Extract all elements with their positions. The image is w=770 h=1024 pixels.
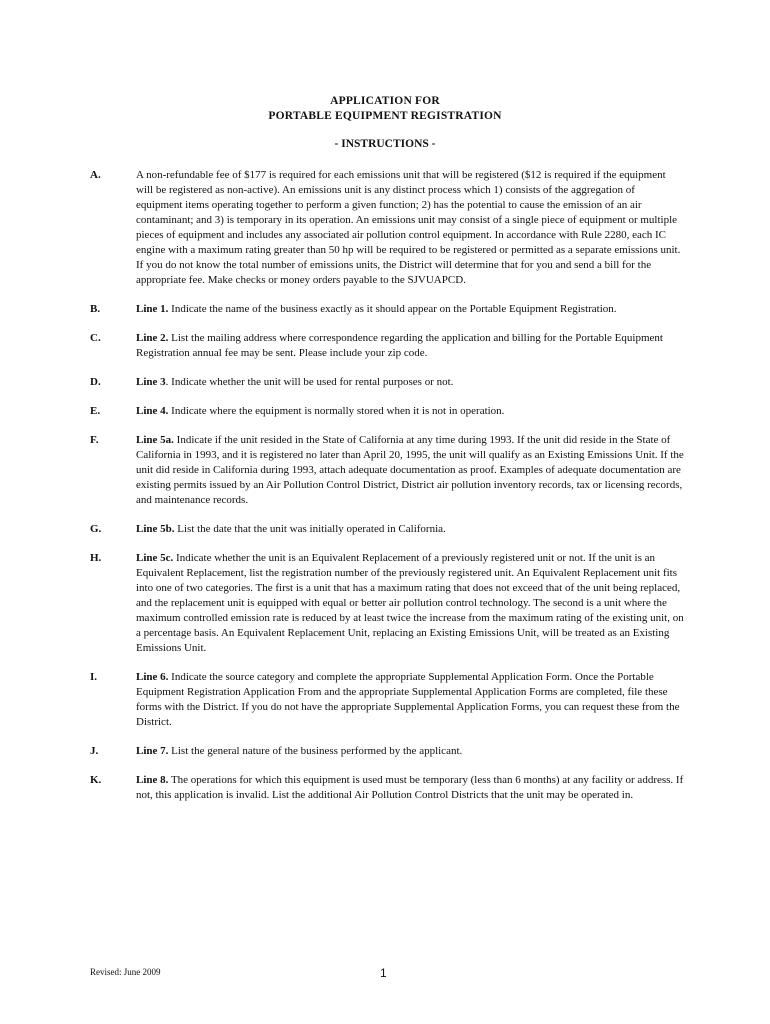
item-letter: D. [90, 376, 101, 388]
item-lead: Line 7. [136, 745, 169, 757]
item-body: Indicate where the equipment is normally stored when it is not in operation. [168, 405, 505, 417]
instruction-item-f [90, 433, 690, 508]
item-text [136, 670, 684, 730]
document-title-line-1: APPLICATION FOR [330, 95, 440, 107]
item-body: List the mailing address where correspondence regarding the application and billing for the Portable Equipment Registration annual fee may be sent. Please include your zip code. [136, 332, 663, 359]
item-text [136, 375, 684, 390]
item-text [136, 331, 684, 361]
item-lead: Line 6. [136, 671, 169, 683]
item-text [136, 773, 684, 803]
item-text [136, 168, 684, 288]
item-letter: I. [90, 671, 98, 683]
item-letter: K. [90, 774, 102, 786]
item-body: Indicate the source category and complete the appropriate Supplemental Application Form. Once the Portable Equipment Registration Application From and the appropriate Supplemental Application Forms are completed, file these forms with the District. If you do not have the appropriate Supplemental Application Forms, you can request these from the District. [136, 671, 680, 728]
item-text [136, 302, 684, 317]
revision-date: Revised: June 2009 [90, 967, 161, 977]
item-lead: Line 5a. [136, 434, 174, 446]
item-letter: F. [90, 434, 99, 446]
document-title-line-2: PORTABLE EQUIPMENT REGISTRATION [268, 110, 502, 122]
item-body: List the general nature of the business performed by the applicant. [168, 745, 463, 757]
item-body: Indicate the name of the business exactly as it should appear on the Portable Equipment Registration. [168, 303, 617, 315]
item-letter: E. [90, 405, 101, 417]
instruction-item-d [90, 375, 690, 390]
item-lead: Line 4. [136, 405, 169, 417]
instruction-item-e [90, 404, 690, 419]
instruction-item-g [90, 522, 690, 537]
instruction-item-h [90, 551, 690, 656]
instruction-item-c [90, 331, 690, 361]
item-letter: H. [90, 552, 102, 564]
item-lead: Line 1. [136, 303, 169, 315]
instructions-heading: - INSTRUCTIONS - [334, 138, 436, 150]
item-body: List the date that the unit was initially operated in California. [174, 523, 446, 535]
item-body: Indicate if the unit resided in the State of California at any time during 1993. If the unit did reside in the State of California in 1993, and it is registered no later than April 20, 1995, the unit will qualify as an Existing Emissions Unit. If the unit did reside in California during 1993, attach adequate documentation as proof. Examples of adequate documentation are existing permits issued by an Air Pollution Control District, District air pollution inventory records, tax or licensing records, and maintenance records. [136, 434, 684, 506]
instruction-list [90, 168, 690, 803]
item-lead: Line 5b. [136, 523, 175, 535]
item-text [136, 522, 684, 537]
item-lead: Line 3 [136, 376, 166, 388]
item-letter: A. [90, 169, 101, 181]
item-letter: B. [90, 303, 101, 315]
item-body: A non-refundable fee of $177 is required for each emissions unit that will be registered ($12 is required if the equipment will be registered as non-active). An emissions unit is any distinct process which 1) consists of the aggregation of equipment items operating together to perform a given function; 2) has the potential to cause the emission of an air contaminant; and 3) is temporary in its operation. An emissions unit may consist of a single piece of equipment or multiple pieces of equipment and includes any associated air pollution control equipment. In accordance with Rule 2280, each IC engine with a maximum rating greater than 50 hp will be required to be registered or permitted as a separate emissions unit. If you do not know the total number of emissions units, the District will determine that for you and send a bill for the appropriate fee. Make checks or money orders payable to the SJVUAPCD. [136, 169, 681, 286]
item-text [136, 551, 684, 656]
instruction-item-j [90, 744, 690, 759]
item-letter: C. [90, 332, 101, 344]
instruction-item-b [90, 302, 690, 317]
instruction-item-i [90, 670, 690, 730]
item-text [136, 404, 684, 419]
item-letter: G. [90, 523, 102, 535]
item-lead: Line 2. [136, 332, 169, 344]
instruction-item-k [90, 773, 690, 803]
item-lead: Line 5c. [136, 552, 174, 564]
item-body: . Indicate whether the unit will be used for rental purposes or not. [165, 376, 454, 388]
item-lead: Line 8. [136, 774, 169, 786]
instruction-item-a [90, 168, 690, 288]
item-letter: J. [90, 745, 99, 757]
page-number: 1 [380, 966, 387, 980]
item-body: The operations for which this equipment is used must be temporary (less than 6 months) at any facility or address. If not, this application is invalid. List the additional Air Pollution Control Districts that the unit may be operated in. [136, 774, 684, 801]
item-body: Indicate whether the unit is an Equivalent Replacement of a previously registered unit or not. If the unit is an Equivalent Replacement, list the registration number of the previously registered unit. An Equivalent Replacement unit fits into one of two categories. The first is a unit that has a maximum rating that does not exceed that of the unit being replaced, and the replacement unit is equipped with equal or better air pollution control technology. The second is a unit where the maximum controlled emission rate is reduced by at least twice the increase from the maximum rating of the existing unit, on a percentage basis. An Equivalent Replacement Unit, replacing an Existing Emissions Unit, will be treated as an Existing Emissions Unit. [136, 552, 684, 654]
item-text [136, 744, 684, 759]
item-text [136, 433, 684, 508]
